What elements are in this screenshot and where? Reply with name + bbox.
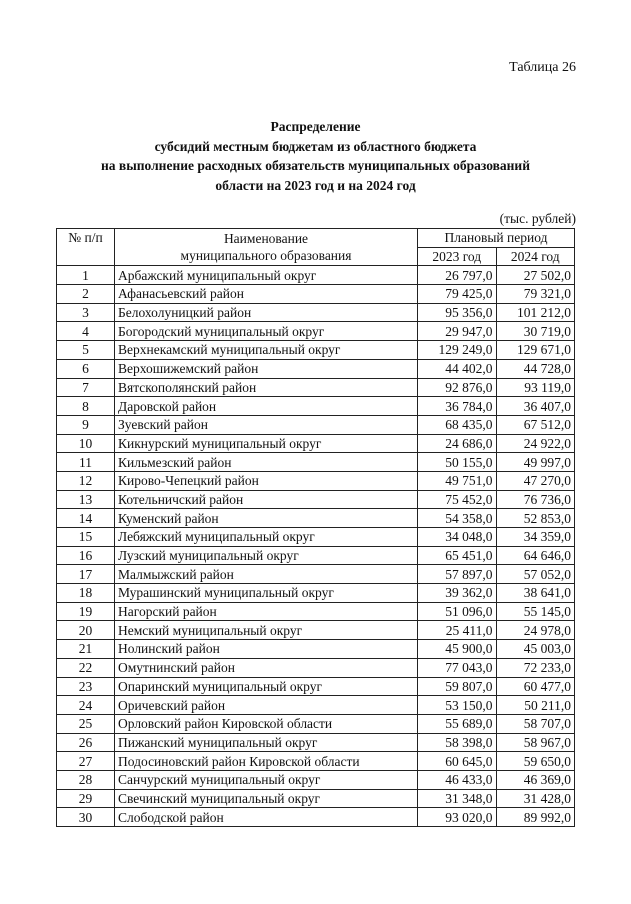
row-name: Куменский район xyxy=(115,509,418,528)
row-value-2023: 49 751,0 xyxy=(418,471,497,490)
table-row xyxy=(57,677,575,696)
table-row xyxy=(57,602,575,621)
row-number: 18 xyxy=(57,584,115,603)
row-number: 10 xyxy=(57,434,115,453)
row-number: 4 xyxy=(57,322,115,341)
title-line: Распределение xyxy=(270,119,361,134)
row-value-2024: 79 321,0 xyxy=(496,285,575,304)
table-row xyxy=(57,378,575,397)
row-value-2023: 57 897,0 xyxy=(418,565,497,584)
table-row xyxy=(57,789,575,808)
row-name: Нолинский район xyxy=(115,640,418,659)
row-name: Мурашинский муниципальный округ xyxy=(115,584,418,603)
row-value-2024: 64 646,0 xyxy=(496,546,575,565)
row-value-2023: 44 402,0 xyxy=(418,359,497,378)
table-row xyxy=(57,546,575,565)
row-number: 30 xyxy=(57,808,115,827)
units-label: (тыс. рублей) xyxy=(499,211,576,226)
row-value-2023: 29 947,0 xyxy=(418,322,497,341)
row-value-2024: 31 428,0 xyxy=(496,789,575,808)
row-name: Верхошижемский район xyxy=(115,359,418,378)
row-value-2024: 93 119,0 xyxy=(496,378,575,397)
row-value-2023: 129 249,0 xyxy=(418,341,497,360)
title-line: субсидий местным бюджетам из областного бюджета xyxy=(154,138,477,154)
row-number: 28 xyxy=(57,770,115,789)
row-value-2023: 93 020,0 xyxy=(418,808,497,827)
row-number: 26 xyxy=(57,733,115,752)
row-value-2023: 55 689,0 xyxy=(418,714,497,733)
row-name: Омутнинский район xyxy=(115,658,418,677)
row-number: 6 xyxy=(57,359,115,378)
row-value-2024: 47 270,0 xyxy=(496,471,575,490)
row-name: Даровской район xyxy=(115,397,418,416)
row-number: 17 xyxy=(57,565,115,584)
row-number: 11 xyxy=(57,453,115,472)
row-value-2023: 75 452,0 xyxy=(418,490,497,509)
table-row xyxy=(57,266,575,285)
row-value-2024: 44 728,0 xyxy=(496,359,575,378)
header-row xyxy=(57,229,575,248)
row-value-2023: 68 435,0 xyxy=(418,415,497,434)
header-planned-period: Плановый период xyxy=(418,229,575,248)
table-row xyxy=(57,770,575,789)
row-value-2023: 79 425,0 xyxy=(418,285,497,304)
row-name: Нагорский район xyxy=(115,602,418,621)
row-value-2023: 50 155,0 xyxy=(418,453,497,472)
title-line: на выполнение расходных обязательств муниципальных образований xyxy=(101,158,530,173)
table-row xyxy=(57,565,575,584)
row-value-2024: 59 650,0 xyxy=(496,752,575,771)
row-name: Санчурский муниципальный округ xyxy=(115,770,418,789)
row-value-2023: 65 451,0 xyxy=(418,546,497,565)
table-row xyxy=(57,733,575,752)
table-row xyxy=(57,359,575,378)
row-value-2023: 25 411,0 xyxy=(418,621,497,640)
table-row xyxy=(57,621,575,640)
table-row xyxy=(57,303,575,322)
row-value-2023: 31 348,0 xyxy=(418,789,497,808)
row-value-2024: 58 967,0 xyxy=(496,733,575,752)
row-value-2024: 38 641,0 xyxy=(496,584,575,603)
row-value-2024: 46 369,0 xyxy=(496,770,575,789)
row-value-2023: 26 797,0 xyxy=(418,266,497,285)
row-name: Оричевский район xyxy=(115,696,418,715)
row-name: Орловский район Кировской области xyxy=(115,714,418,733)
row-name: Пижанский муниципальный округ xyxy=(115,733,418,752)
row-value-2024: 24 978,0 xyxy=(496,621,575,640)
row-number: 22 xyxy=(57,658,115,677)
row-value-2024: 58 707,0 xyxy=(496,714,575,733)
row-value-2023: 53 150,0 xyxy=(418,696,497,715)
table-row xyxy=(57,752,575,771)
table-row xyxy=(57,584,575,603)
row-value-2024: 76 736,0 xyxy=(496,490,575,509)
row-name: Зуевский район xyxy=(115,415,418,434)
table-row xyxy=(57,528,575,547)
row-value-2024: 30 719,0 xyxy=(496,322,575,341)
header-year-2023: 2023 год xyxy=(418,247,497,266)
row-number: 2 xyxy=(57,285,115,304)
row-name: Слободской район xyxy=(115,808,418,827)
row-name: Богородский муниципальный округ xyxy=(115,322,418,341)
row-number: 12 xyxy=(57,471,115,490)
table-row xyxy=(57,397,575,416)
row-name: Афанасьевский район xyxy=(115,285,418,304)
row-value-2024: 55 145,0 xyxy=(496,602,575,621)
row-name: Верхнекамский муниципальный округ xyxy=(115,341,418,360)
header-number: № п/п xyxy=(57,229,115,266)
table-row xyxy=(57,415,575,434)
header-year-2024: 2024 год xyxy=(496,247,575,266)
row-number: 21 xyxy=(57,640,115,659)
header-name-line2: муниципального образования xyxy=(180,248,352,264)
row-value-2024: 89 992,0 xyxy=(496,808,575,827)
row-name: Свечинский муниципальный округ xyxy=(115,789,418,808)
row-number: 9 xyxy=(57,415,115,434)
row-name: Кирово-Чепецкий район xyxy=(115,471,418,490)
row-value-2023: 54 358,0 xyxy=(418,509,497,528)
row-value-2023: 51 096,0 xyxy=(418,602,497,621)
row-number: 25 xyxy=(57,714,115,733)
row-value-2023: 36 784,0 xyxy=(418,397,497,416)
row-number: 27 xyxy=(57,752,115,771)
row-number: 1 xyxy=(57,266,115,285)
row-value-2023: 34 048,0 xyxy=(418,528,497,547)
row-value-2024: 24 922,0 xyxy=(496,434,575,453)
row-number: 5 xyxy=(57,341,115,360)
table-row xyxy=(57,322,575,341)
row-value-2023: 46 433,0 xyxy=(418,770,497,789)
row-number: 23 xyxy=(57,677,115,696)
row-number: 15 xyxy=(57,528,115,547)
row-value-2024: 67 512,0 xyxy=(496,415,575,434)
row-value-2024: 57 052,0 xyxy=(496,565,575,584)
row-value-2024: 27 502,0 xyxy=(496,266,575,285)
row-name: Лебяжский муниципальный округ xyxy=(115,528,418,547)
row-value-2024: 101 212,0 xyxy=(496,303,575,322)
row-name: Белохолуницкий район xyxy=(115,303,418,322)
table-row xyxy=(57,341,575,360)
table-row xyxy=(57,434,575,453)
row-name: Вятскополянский район xyxy=(115,378,418,397)
row-value-2024: 52 853,0 xyxy=(496,509,575,528)
row-value-2024: 129 671,0 xyxy=(496,341,575,360)
row-number: 7 xyxy=(57,378,115,397)
subsidy-table xyxy=(56,228,575,827)
row-name: Кильмезский район xyxy=(115,453,418,472)
row-number: 24 xyxy=(57,696,115,715)
header-name-line1: Наименование xyxy=(223,231,309,247)
row-number: 3 xyxy=(57,303,115,322)
table-row xyxy=(57,714,575,733)
row-name: Лузский муниципальный округ xyxy=(115,546,418,565)
row-number: 19 xyxy=(57,602,115,621)
table-row xyxy=(57,509,575,528)
table-row xyxy=(57,658,575,677)
row-value-2023: 59 807,0 xyxy=(418,677,497,696)
row-number: 16 xyxy=(57,546,115,565)
row-number: 14 xyxy=(57,509,115,528)
row-name: Котельничский район xyxy=(115,490,418,509)
row-value-2024: 49 997,0 xyxy=(496,453,575,472)
row-name: Кикнурский муниципальный округ xyxy=(115,434,418,453)
row-value-2024: 36 407,0 xyxy=(496,397,575,416)
table-row xyxy=(57,640,575,659)
row-name: Немский муниципальный округ xyxy=(115,621,418,640)
table-number-label: Таблица 26 xyxy=(509,60,576,75)
table-row xyxy=(57,285,575,304)
table-row xyxy=(57,696,575,715)
row-name: Опаринский муниципальный округ xyxy=(115,677,418,696)
table-row xyxy=(57,490,575,509)
header-name xyxy=(115,229,418,266)
row-value-2023: 92 876,0 xyxy=(418,378,497,397)
row-value-2023: 95 356,0 xyxy=(418,303,497,322)
row-value-2023: 24 686,0 xyxy=(418,434,497,453)
row-value-2024: 34 359,0 xyxy=(496,528,575,547)
row-value-2023: 58 398,0 xyxy=(418,733,497,752)
table-row xyxy=(57,471,575,490)
row-value-2023: 77 043,0 xyxy=(418,658,497,677)
table-body xyxy=(57,266,575,827)
row-number: 20 xyxy=(57,621,115,640)
row-value-2024: 60 477,0 xyxy=(496,677,575,696)
row-value-2023: 45 900,0 xyxy=(418,640,497,659)
row-value-2024: 45 003,0 xyxy=(496,640,575,659)
row-number: 8 xyxy=(57,397,115,416)
row-number: 13 xyxy=(57,490,115,509)
row-value-2024: 50 211,0 xyxy=(496,696,575,715)
row-name: Малмыжский район xyxy=(115,565,418,584)
table-row xyxy=(57,808,575,827)
row-value-2023: 60 645,0 xyxy=(418,752,497,771)
row-value-2023: 39 362,0 xyxy=(418,584,497,603)
title-line: области на 2023 год и на 2024 год xyxy=(215,177,416,193)
row-name: Подосиновский район Кировской области xyxy=(115,752,418,771)
row-number: 29 xyxy=(57,789,115,808)
document-title xyxy=(0,117,631,195)
row-name: Арбажский муниципальный округ xyxy=(115,266,418,285)
row-value-2024: 72 233,0 xyxy=(496,658,575,677)
table-row xyxy=(57,453,575,472)
